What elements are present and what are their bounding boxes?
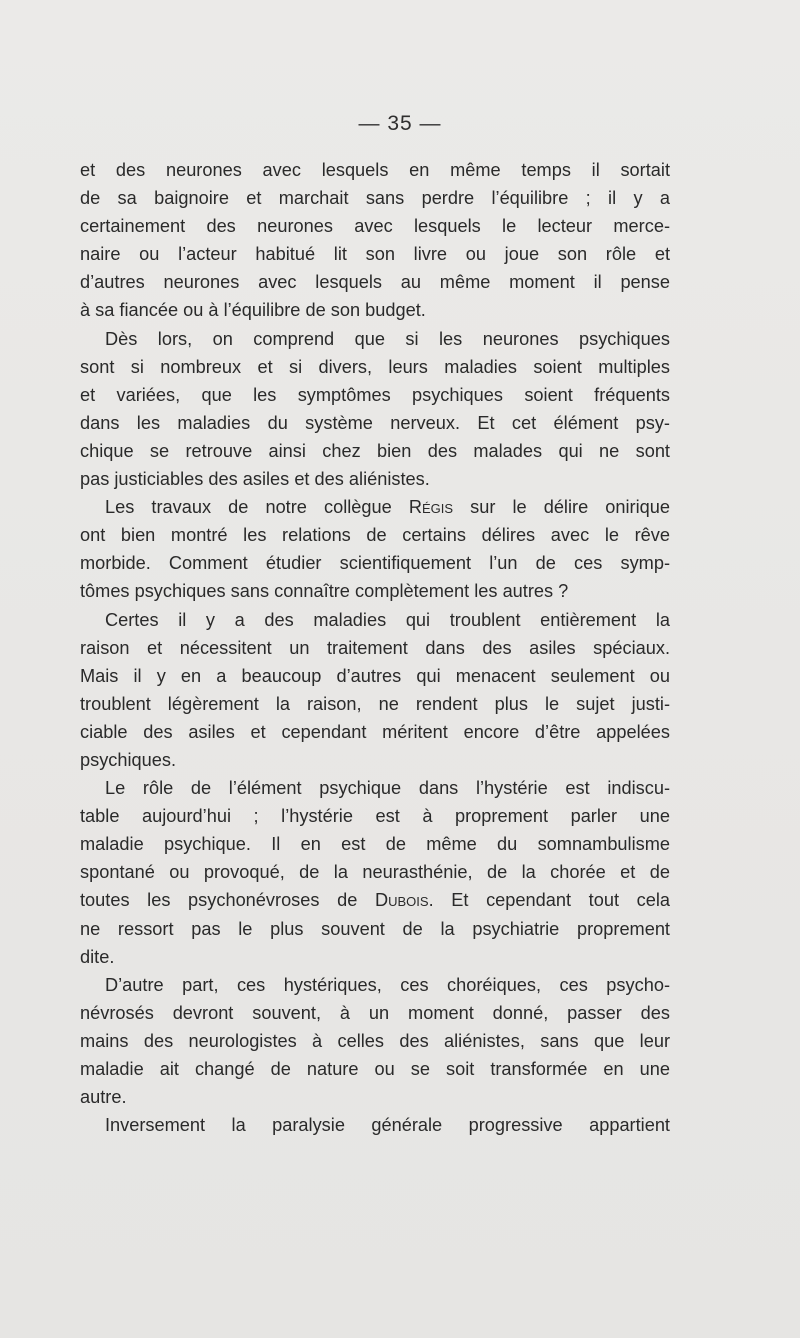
text-line: et des neurones avec lesquels en même temps il sortait [80, 160, 670, 180]
text-line: de sa baignoire et marchait sans perdre l’équilibre ; il y a [80, 188, 670, 209]
text-line: Mais il y en a beaucoup d’autres qui menacent seulement ou [80, 665, 670, 686]
text-line: toutes les psychonévroses de Dubois. Et cependant tout cela [80, 890, 670, 911]
text-line: mains des neurologistes à celles des aliénistes, sans que leur [80, 1030, 670, 1051]
text-line: dite. [80, 946, 115, 967]
text-line: autre. [80, 1087, 127, 1108]
text-line: table aujourd’hui ; l’hystérie est à proprement parler une [80, 806, 670, 827]
text-line: Certes il y a des maladies qui troublent entièrement la [105, 609, 670, 630]
body-text [80, 156, 670, 1139]
text-line: sont si nombreux et si divers, leurs maladies soient multiples [80, 356, 670, 377]
text-line: certainement des neurones avec lesquels le lecteur merce- [80, 216, 670, 237]
text-line: pas justiciables des asiles et des aliénistes. [80, 469, 430, 490]
text-line: à sa fiancée ou à l’équilibre de son budget. [80, 300, 426, 321]
text-line: tômes psychiques sans connaître complètement les autres ? [80, 581, 569, 602]
text-line: morbide. Comment étudier scientifiquement l’un de ces symp- [80, 553, 670, 574]
text-line: Inversement la paralysie générale progressive appartient [105, 1115, 670, 1136]
text-line: ne ressort pas le plus souvent de la psychiatrie proprement [80, 918, 670, 939]
text-line: chique se retrouve ainsi chez bien des malades qui ne sont [80, 440, 670, 461]
text-line: maladie psychique. Il en est de même du somnambulisme [80, 834, 670, 855]
page-number: — 35 — [358, 112, 442, 135]
text-line: maladie ait changé de nature ou se soit transformée en une [80, 1059, 670, 1079]
text-line: Dès lors, on comprend que si les neurones psychiques [105, 328, 670, 349]
text-line: raison et nécessitent un traitement dans des asiles spéciaux. [80, 637, 670, 658]
text-line: névrosés devront souvent, à un moment donné, passer des [80, 1002, 670, 1023]
text-line: naire ou l’acteur habitué lit son livre ou joue son rôle et [80, 244, 670, 265]
text-line: psychiques. [80, 749, 177, 770]
text-line: ont bien montré les relations de certains délires avec le rêve [80, 525, 670, 546]
text-line: d’autres neurones avec lesquels au même moment il pense [80, 272, 670, 293]
text-line: D’autre part, ces hystériques, ces choréiques, ces psycho- [105, 974, 670, 995]
text-line: Le rôle de l’élément psychique dans l’hystérie est indiscu- [105, 778, 670, 799]
text-line: spontané ou provoqué, de la neurasthénie, de la chorée et de [80, 862, 670, 883]
text-line: et variées, que les symptômes psychiques soient fréquents [80, 384, 670, 405]
text-line: ciable des asiles et cependant méritent encore d’être appelées [80, 721, 670, 742]
text-line: troublent légèrement la raison, ne rendent plus le sujet justi- [80, 693, 670, 714]
text-line: dans les maladies du système nerveux. Et cet élément psy- [80, 412, 670, 433]
text-line: Les travaux de notre collègue Régis sur le délire onirique [105, 497, 670, 518]
